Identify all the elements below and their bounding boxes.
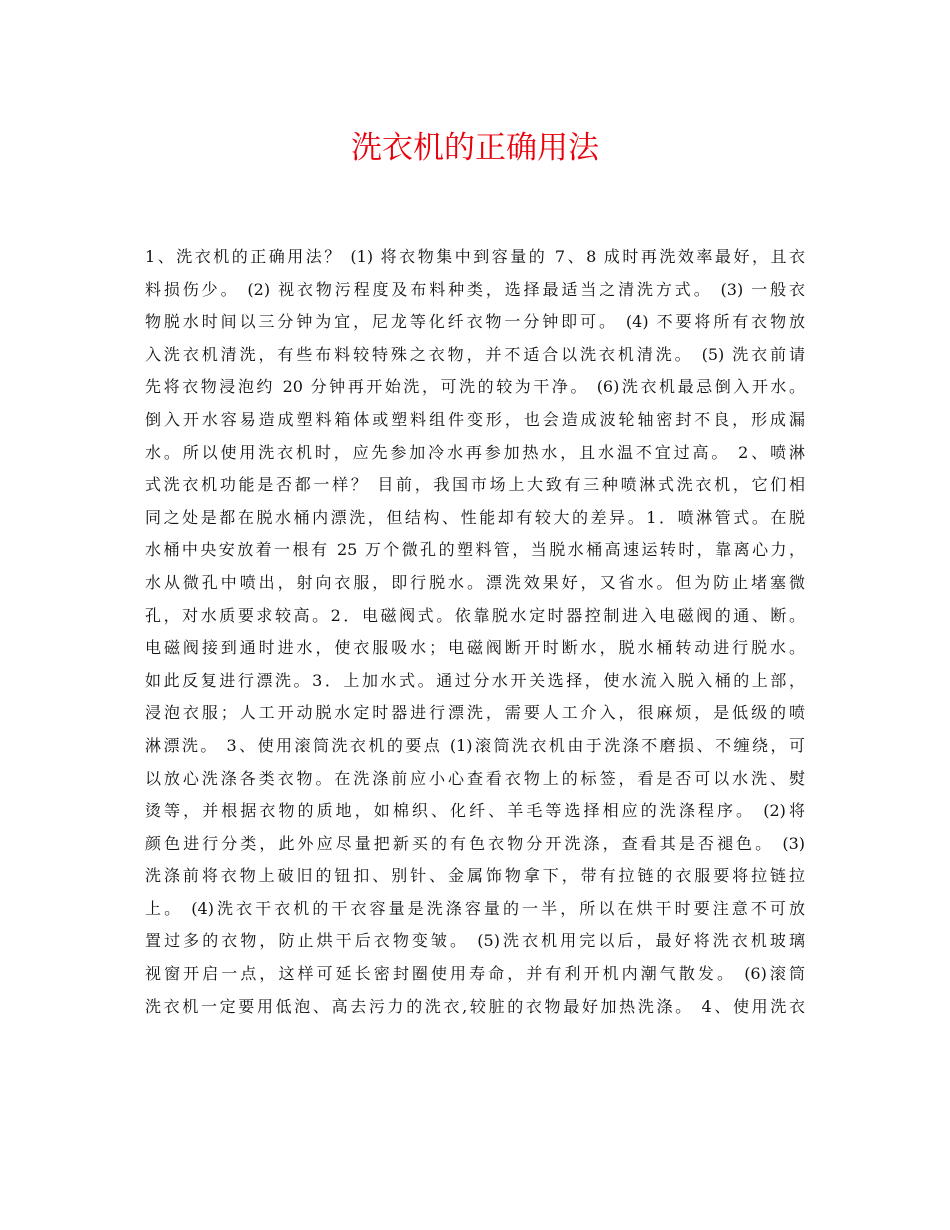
body-line: 同之处是都在脱水桶内漂洗，但结构、性能却有较大的差异。1．喷淋管式。在脱 — [145, 507, 805, 527]
body-line: 烫等，并根据衣物的质地，如棉织、化纤、羊毛等选择相应的洗涤程序。 (2)将 — [145, 801, 805, 821]
body-line: 上。 (4)洗衣干衣机的干衣容量是洗涤容量的一半，所以在烘干时要注意不可放 — [145, 898, 805, 918]
body-line: 倒入开水容易造成塑料箱体或塑料组件变形，也会造成波轮轴密封不良，形成漏 — [145, 409, 805, 429]
body-line: 先将衣物浸泡约 20 分钟再开始洗，可洗的较为干净。 (6)洗衣机最忌倒入开水。 — [145, 377, 805, 397]
body-line: 置过多的衣物，防止烘干后衣物变皱。 (5)洗衣机用完以后，最好将洗衣机玻璃 — [145, 931, 805, 951]
body-line: 浸泡衣服；人工开动脱水定时器进行漂洗，需要人工介入，很麻烦，是低级的喷 — [145, 703, 805, 723]
body-line: 料损伤少。 (2) 视衣物污程度及布料种类，选择最适当之清洗方式。 (3) 一般衣 — [145, 279, 805, 299]
document-title: 洗衣机的正确用法 — [351, 130, 599, 166]
document-body — [145, 241, 805, 1023]
body-line: 颜色进行分类，此外应尽量把新买的有色衣物分开洗涤，查看其是否褪色。 (3) — [145, 833, 805, 853]
body-line: 电磁阀接到通时进水，使衣服吸水；电磁阀断开时断水，脱水桶转动进行脱水。 — [145, 638, 805, 658]
body-line: 以放心洗涤各类衣物。在洗涤前应小心查看衣物上的标签，看是否可以水洗、熨 — [145, 768, 805, 788]
body-line: 孔，对水质要求较高。2．电磁阀式。依靠脱水定时器控制进入电磁阀的通、断。 — [145, 605, 805, 625]
body-line: 视窗开启一点，这样可延长密封圈使用寿命，并有利开机内潮气散发。 (6)滚筒 — [145, 964, 805, 984]
body-line: 入洗衣机清洗，有些布料较特殊之衣物，并不适合以洗衣机清洗。 (5) 洗衣前请 — [145, 344, 805, 364]
body-line: 式洗衣机功能是否都一样？ 目前，我国市场上大致有三种喷淋式洗衣机，它们相 — [145, 475, 805, 495]
body-line: 水桶中央安放着一根有 25 万个微孔的塑料管，当脱水桶高速运转时，靠离心力， — [145, 540, 805, 560]
body-line: 物脱水时间以三分钟为宜，尼龙等化纤衣物一分钟即可。 (4) 不要将所有衣物放 — [145, 312, 805, 332]
body-line: 洗衣机一定要用低泡、高去污力的洗衣,较脏的衣物最好加热洗涤。 4、使用洗衣 — [145, 996, 805, 1016]
body-line: 水从微孔中喷出，射向衣服，即行脱水。漂洗效果好，又省水。但为防止堵塞微 — [145, 572, 805, 592]
body-line: 水。所以使用洗衣机时，应先参加冷水再参加热水，且水温不宜过高。 2、喷淋 — [145, 442, 805, 462]
body-line: 如此反复进行漂洗。3．上加水式。通过分水开关选择，使水流入脱入桶的上部， — [145, 670, 805, 690]
body-line: 1、洗衣机的正确用法？ (1) 将衣物集中到容量的 7、8 成时再洗效率最好，且衣 — [145, 247, 805, 266]
body-line: 淋漂洗。 3、使用滚筒洗衣机的要点 (1)滚筒洗衣机由于洗涤不磨损、不缠绕，可 — [145, 735, 805, 755]
body-line: 洗涤前将衣物上破旧的钮扣、别针、金属饰物拿下，带有拉链的衣服要将拉链拉 — [145, 866, 805, 886]
